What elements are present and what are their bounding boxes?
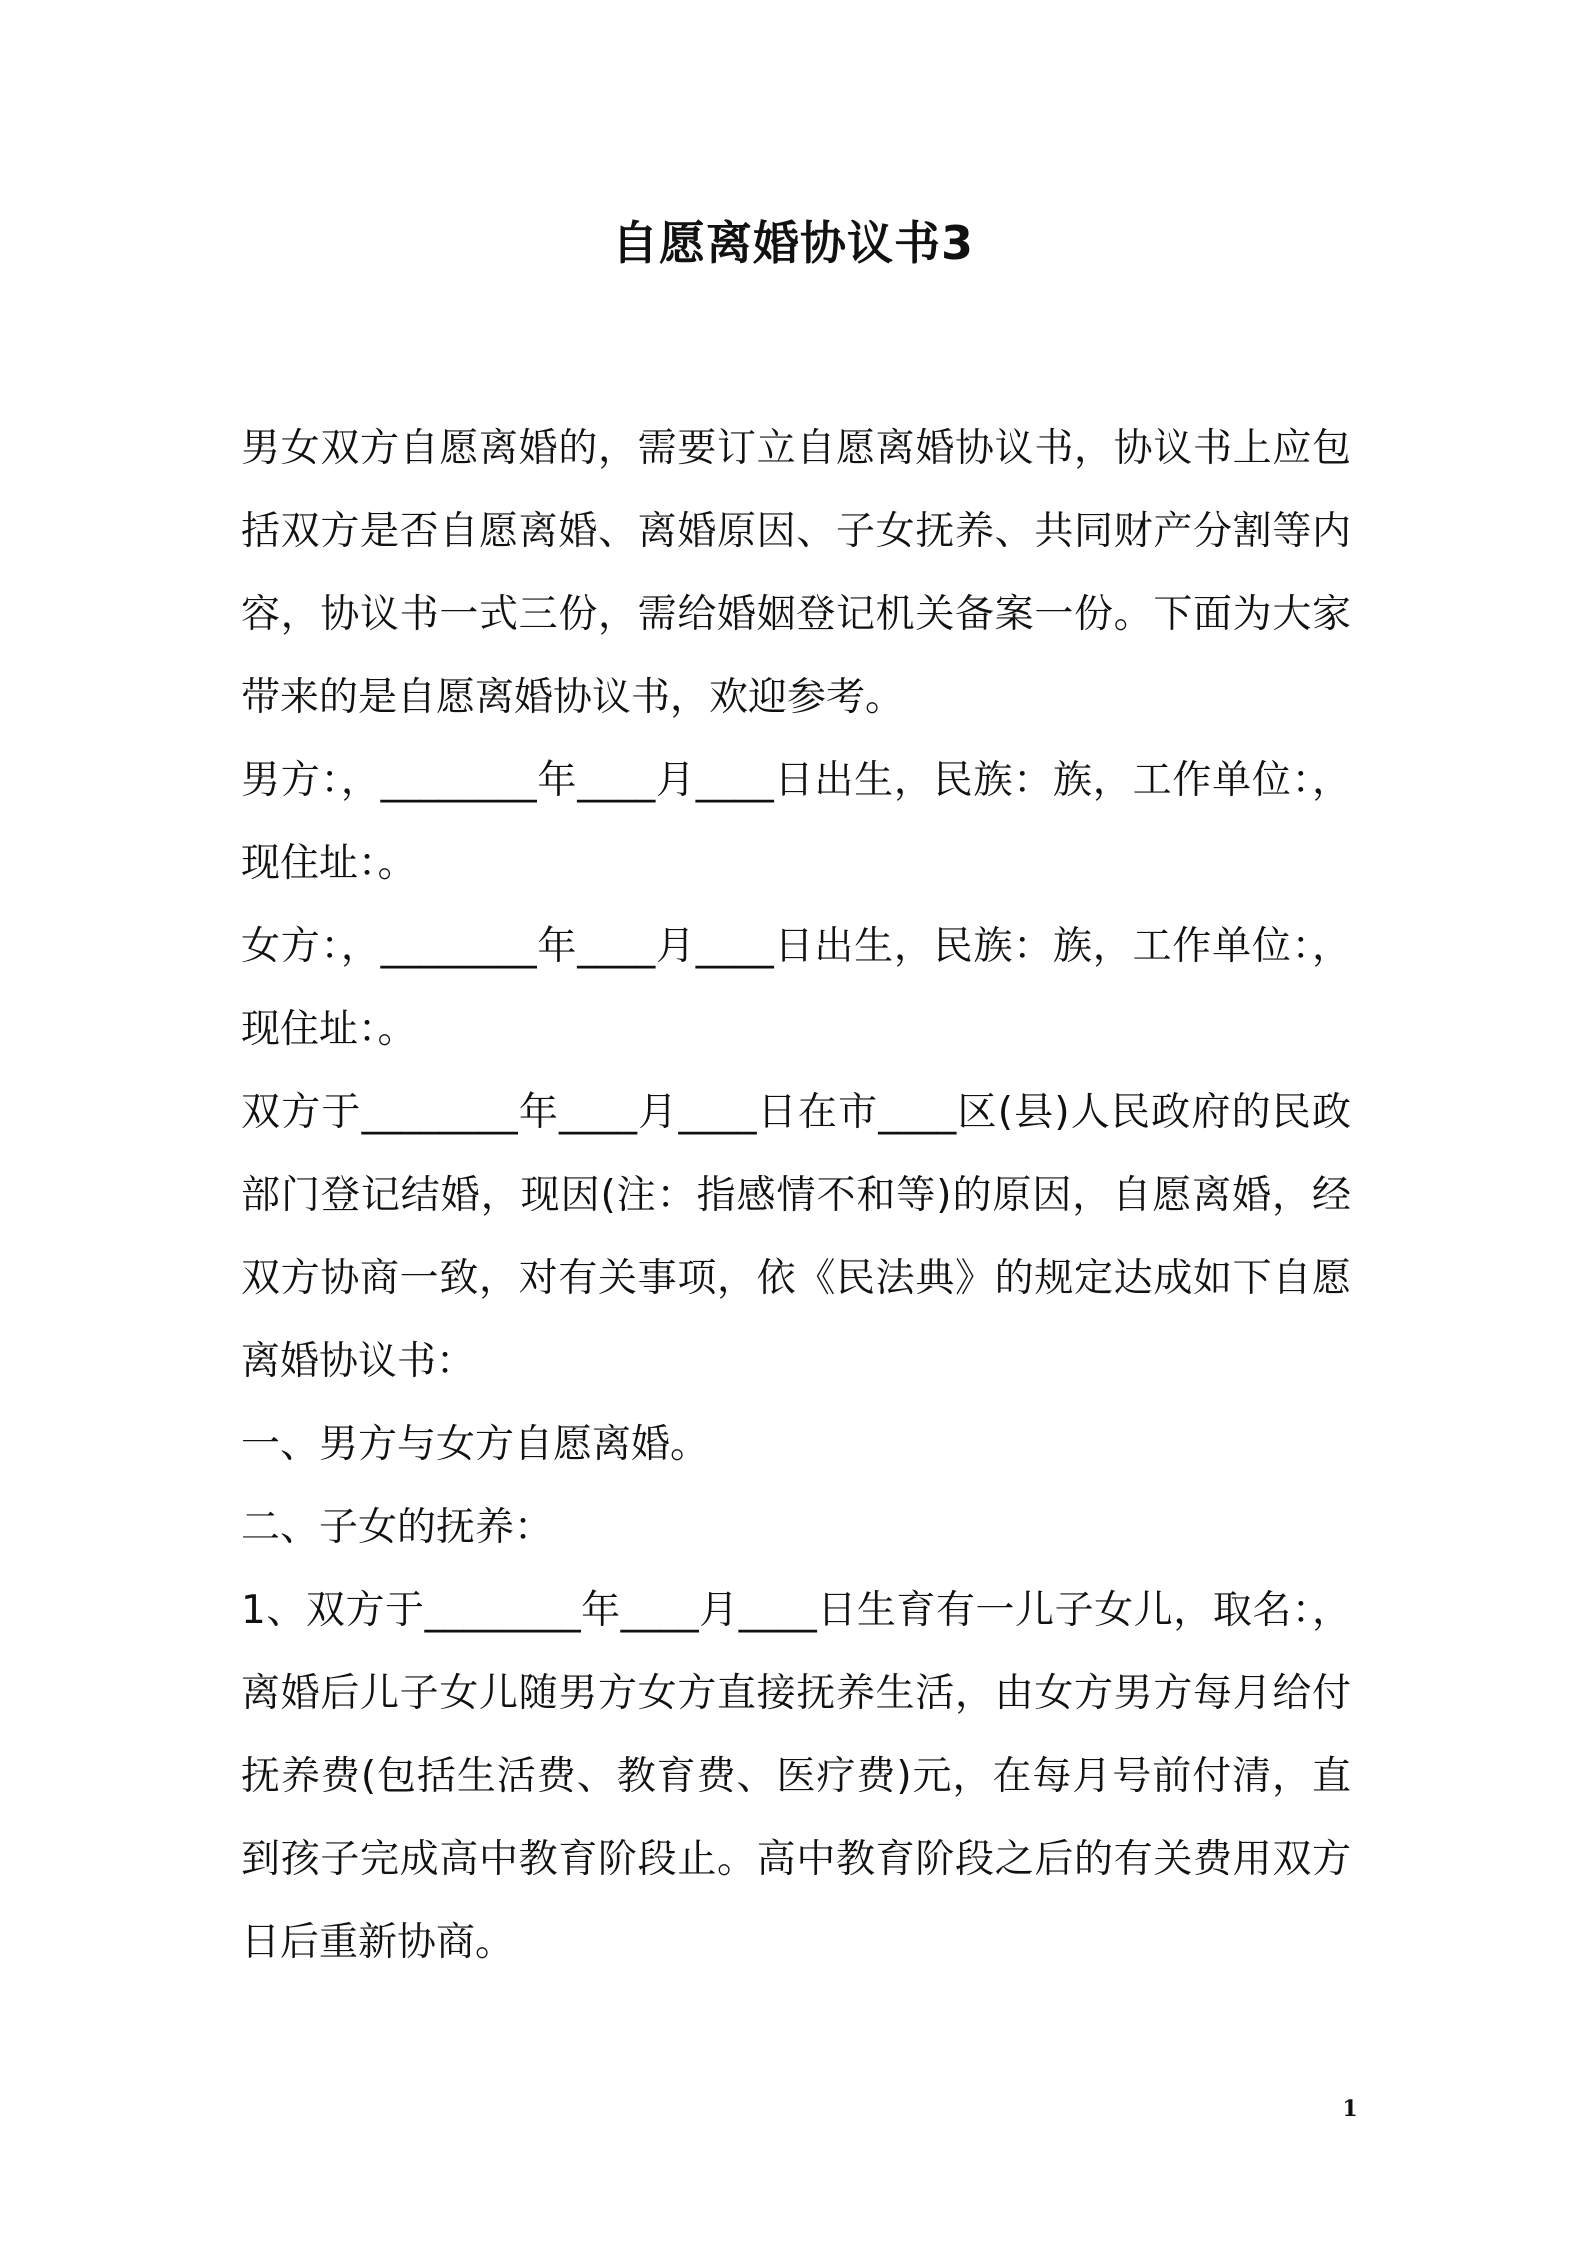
page-number: 1 xyxy=(1342,2096,1358,2122)
document-body xyxy=(241,407,1351,1984)
female-party-info: 女方：，________年____月____日出生，民族：族，工作单位：，现住址：。 xyxy=(241,924,1351,1052)
marriage-registration-paragraph: 双方于________年____月____日在市____区(县)人民政府的民政部门登记结婚，现因(注：指感情不和等)的原因，自愿离婚，经双方协商一致，对有关事项，依《民法典》的规定达成如下自愿离婚协议书： xyxy=(241,1090,1351,1384)
clause-2-item-1: 1、双方于________年____月____日生育有一儿子女儿，取名：，离婚后儿子女儿随男方女方直接抚养生活，由女方男方每月给付抚养费(包括生活费、教育费、医疗费)元，在每月号前付清，直到孩子完成高中教育阶段止。高中教育阶段之后的有关费用双方日后重新协商。 xyxy=(241,1588,1351,1965)
male-party-info: 男方：，________年____月____日出生，民族：族，工作单位：，现住址：。 xyxy=(241,758,1351,886)
clause-2-heading: 二、子女的抚养： xyxy=(241,1505,554,1550)
clause-1: 一、男方与女方自愿离婚。 xyxy=(241,1422,710,1467)
intro-paragraph: 男女双方自愿离婚的，需要订立自愿离婚协议书，协议书上应包括双方是否自愿离婚、离婚原因、子女抚养、共同财产分割等内容，协议书一式三份，需给婚姻登记机关备案一份。下面为大家带来的是自愿离婚协议书，欢迎参考。 xyxy=(241,426,1351,720)
document-title: 自愿离婚协议书3 xyxy=(611,216,974,270)
